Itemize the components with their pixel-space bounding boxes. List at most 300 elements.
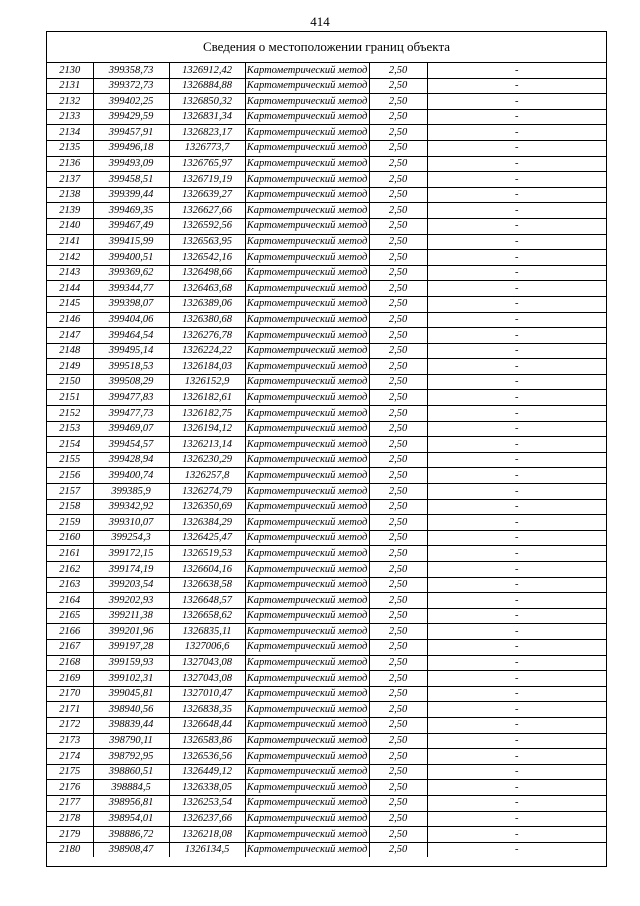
y-coordinate-cell: 1326389,06 [169,296,245,312]
method-cell: Картометрический метод [245,562,369,578]
accuracy-cell: 2,50 [369,312,427,328]
accuracy-cell: 2,50 [369,515,427,531]
point-number-cell: 2153 [47,421,93,437]
y-coordinate-cell: 1326648,57 [169,593,245,609]
point-number-cell: 2175 [47,764,93,780]
x-coordinate-cell: 399310,07 [93,515,169,531]
y-coordinate-cell: 1326230,29 [169,452,245,468]
description-cell: - [427,624,606,640]
x-coordinate-cell: 398956,81 [93,795,169,811]
method-cell: Картометрический метод [245,359,369,375]
point-number-cell: 2164 [47,593,93,609]
table-row [47,717,606,733]
table-body [47,63,606,857]
point-number-cell: 2161 [47,546,93,562]
description-cell: - [427,265,606,281]
point-number-cell: 2171 [47,702,93,718]
description-cell: - [427,733,606,749]
description-cell: - [427,639,606,655]
point-number-cell: 2146 [47,312,93,328]
table-row [47,811,606,827]
page-number: 414 [310,14,330,29]
description-cell: - [427,390,606,406]
table-row [47,530,606,546]
accuracy-cell: 2,50 [369,156,427,172]
x-coordinate-cell: 399518,53 [93,359,169,375]
table-row [47,686,606,702]
description-cell: - [427,218,606,234]
point-number-cell: 2159 [47,515,93,531]
point-number-cell: 2141 [47,234,93,250]
method-cell: Картометрический метод [245,187,369,203]
accuracy-cell: 2,50 [369,343,427,359]
point-number-cell: 2162 [47,562,93,578]
description-cell: - [427,795,606,811]
accuracy-cell: 2,50 [369,234,427,250]
description-cell: - [427,359,606,375]
method-cell: Картометрический метод [245,702,369,718]
method-cell: Картометрический метод [245,390,369,406]
description-cell: - [427,686,606,702]
table-row [47,624,606,640]
point-number-cell: 2132 [47,94,93,110]
description-cell: - [427,94,606,110]
table-row [47,702,606,718]
point-number-cell: 2150 [47,374,93,390]
accuracy-cell: 2,50 [369,281,427,297]
y-coordinate-cell: 1326463,68 [169,281,245,297]
accuracy-cell: 2,50 [369,671,427,687]
x-coordinate-cell: 399254,3 [93,530,169,546]
point-number-cell: 2172 [47,717,93,733]
table-row [47,780,606,796]
method-cell: Картометрический метод [245,250,369,266]
point-number-cell: 2173 [47,733,93,749]
x-coordinate-cell: 399342,92 [93,499,169,515]
table-row [47,421,606,437]
point-number-cell: 2177 [47,795,93,811]
x-coordinate-cell: 399201,96 [93,624,169,640]
point-number-cell: 2135 [47,140,93,156]
method-cell: Картометрический метод [245,312,369,328]
y-coordinate-cell: 1326213,14 [169,437,245,453]
table-row [47,390,606,406]
point-number-cell: 2158 [47,499,93,515]
point-number-cell: 2143 [47,265,93,281]
description-cell: - [427,780,606,796]
accuracy-cell: 2,50 [369,764,427,780]
y-coordinate-cell: 1326627,66 [169,203,245,219]
point-number-cell: 2137 [47,172,93,188]
accuracy-cell: 2,50 [369,639,427,655]
point-number-cell: 2176 [47,780,93,796]
y-coordinate-cell: 1326350,69 [169,499,245,515]
method-cell: Картометрический метод [245,374,369,390]
description-cell: - [427,484,606,500]
table-row [47,795,606,811]
point-number-cell: 2167 [47,639,93,655]
x-coordinate-cell: 398940,56 [93,702,169,718]
point-number-cell: 2139 [47,203,93,219]
description-cell: - [427,78,606,94]
point-number-cell: 2155 [47,452,93,468]
description-cell: - [427,109,606,125]
y-coordinate-cell: 1326194,12 [169,421,245,437]
method-cell: Картометрический метод [245,827,369,843]
method-cell: Картометрический метод [245,624,369,640]
description-cell: - [427,187,606,203]
x-coordinate-cell: 399372,73 [93,78,169,94]
y-coordinate-cell: 1326384,29 [169,515,245,531]
method-cell: Картометрический метод [245,842,369,857]
table-row [47,172,606,188]
table-row [47,671,606,687]
description-cell: - [427,281,606,297]
x-coordinate-cell: 398860,51 [93,764,169,780]
table-row [47,484,606,500]
method-cell: Картометрический метод [245,156,369,172]
point-number-cell: 2178 [47,811,93,827]
boundary-points-table [47,63,606,857]
y-coordinate-cell: 1326773,7 [169,140,245,156]
description-cell: - [427,312,606,328]
method-cell: Картометрический метод [245,406,369,422]
y-coordinate-cell: 1326835,11 [169,624,245,640]
table-row [47,94,606,110]
x-coordinate-cell: 399477,83 [93,390,169,406]
description-cell: - [427,749,606,765]
method-cell: Картометрический метод [245,577,369,593]
point-number-cell: 2179 [47,827,93,843]
method-cell: Картометрический метод [245,109,369,125]
description-cell: - [427,328,606,344]
description-cell: - [427,374,606,390]
x-coordinate-cell: 399400,74 [93,468,169,484]
method-cell: Картометрический метод [245,686,369,702]
x-coordinate-cell: 399344,77 [93,281,169,297]
point-number-cell: 2133 [47,109,93,125]
accuracy-cell: 2,50 [369,499,427,515]
accuracy-cell: 2,50 [369,562,427,578]
y-coordinate-cell: 1326536,56 [169,749,245,765]
method-cell: Картометрический метод [245,265,369,281]
x-coordinate-cell: 399454,57 [93,437,169,453]
method-cell: Картометрический метод [245,484,369,500]
table-row [47,515,606,531]
point-number-cell: 2152 [47,406,93,422]
y-coordinate-cell: 1326648,44 [169,717,245,733]
x-coordinate-cell: 398886,72 [93,827,169,843]
table-row [47,499,606,515]
y-coordinate-cell: 1326274,79 [169,484,245,500]
y-coordinate-cell: 1326563,95 [169,234,245,250]
table-row [47,827,606,843]
table-row [47,281,606,297]
x-coordinate-cell: 399400,51 [93,250,169,266]
method-cell: Картометрический метод [245,795,369,811]
x-coordinate-cell: 399174,19 [93,562,169,578]
description-cell: - [427,717,606,733]
x-coordinate-cell: 398839,44 [93,717,169,733]
x-coordinate-cell: 399202,93 [93,593,169,609]
x-coordinate-cell: 399477,73 [93,406,169,422]
y-coordinate-cell: 1326182,61 [169,390,245,406]
point-number-cell: 2130 [47,63,93,78]
accuracy-cell: 2,50 [369,827,427,843]
point-number-cell: 2157 [47,484,93,500]
x-coordinate-cell: 399369,62 [93,265,169,281]
description-cell: - [427,827,606,843]
description-cell: - [427,234,606,250]
table-row [47,125,606,141]
method-cell: Картометрический метод [245,811,369,827]
table-row [47,156,606,172]
accuracy-cell: 2,50 [369,421,427,437]
x-coordinate-cell: 399399,44 [93,187,169,203]
accuracy-cell: 2,50 [369,686,427,702]
x-coordinate-cell: 399469,07 [93,421,169,437]
y-coordinate-cell: 1326498,66 [169,265,245,281]
y-coordinate-cell: 1326850,32 [169,94,245,110]
method-cell: Картометрический метод [245,203,369,219]
y-coordinate-cell: 1326823,17 [169,125,245,141]
method-cell: Картометрический метод [245,671,369,687]
accuracy-cell: 2,50 [369,437,427,453]
description-cell: - [427,468,606,484]
table-row [47,140,606,156]
accuracy-cell: 2,50 [369,140,427,156]
table-title: Сведения о местоположении границ объекта [47,32,606,63]
table-row [47,343,606,359]
table-row [47,608,606,624]
accuracy-cell: 2,50 [369,296,427,312]
table-row [47,593,606,609]
x-coordinate-cell: 399385,9 [93,484,169,500]
x-coordinate-cell: 399469,35 [93,203,169,219]
accuracy-cell: 2,50 [369,577,427,593]
x-coordinate-cell: 398790,11 [93,733,169,749]
table-row [47,374,606,390]
x-coordinate-cell: 399197,28 [93,639,169,655]
method-cell: Картометрический метод [245,172,369,188]
accuracy-cell: 2,50 [369,593,427,609]
accuracy-cell: 2,50 [369,218,427,234]
y-coordinate-cell: 1326338,05 [169,780,245,796]
point-number-cell: 2160 [47,530,93,546]
method-cell: Картометрический метод [245,218,369,234]
accuracy-cell: 2,50 [369,468,427,484]
x-coordinate-cell: 399211,38 [93,608,169,624]
accuracy-cell: 2,50 [369,125,427,141]
point-number-cell: 2148 [47,343,93,359]
description-cell: - [427,156,606,172]
method-cell: Картометрический метод [245,717,369,733]
y-coordinate-cell: 1326152,9 [169,374,245,390]
table-row [47,577,606,593]
point-number-cell: 2168 [47,655,93,671]
table-row [47,546,606,562]
table-row [47,437,606,453]
x-coordinate-cell: 398884,5 [93,780,169,796]
accuracy-cell: 2,50 [369,530,427,546]
x-coordinate-cell: 399428,94 [93,452,169,468]
x-coordinate-cell: 398954,01 [93,811,169,827]
accuracy-cell: 2,50 [369,546,427,562]
accuracy-cell: 2,50 [369,109,427,125]
method-cell: Картометрический метод [245,530,369,546]
accuracy-cell: 2,50 [369,795,427,811]
method-cell: Картометрический метод [245,78,369,94]
y-coordinate-cell: 1326884,88 [169,78,245,94]
point-number-cell: 2144 [47,281,93,297]
y-coordinate-cell: 1326592,56 [169,218,245,234]
point-number-cell: 2145 [47,296,93,312]
y-coordinate-cell: 1326134,5 [169,842,245,857]
accuracy-cell: 2,50 [369,702,427,718]
method-cell: Картометрический метод [245,749,369,765]
accuracy-cell: 2,50 [369,78,427,94]
method-cell: Картометрический метод [245,421,369,437]
point-number-cell: 2147 [47,328,93,344]
point-number-cell: 2154 [47,437,93,453]
table-row [47,328,606,344]
description-cell: - [427,499,606,515]
accuracy-cell: 2,50 [369,359,427,375]
description-cell: - [427,608,606,624]
accuracy-cell: 2,50 [369,94,427,110]
y-coordinate-cell: 1327010,47 [169,686,245,702]
description-cell: - [427,125,606,141]
description-cell: - [427,63,606,78]
point-number-cell: 2156 [47,468,93,484]
y-coordinate-cell: 1326831,34 [169,109,245,125]
point-number-cell: 2149 [47,359,93,375]
table-row [47,234,606,250]
point-number-cell: 2169 [47,671,93,687]
description-cell: - [427,250,606,266]
y-coordinate-cell: 1326425,47 [169,530,245,546]
table-row [47,468,606,484]
x-coordinate-cell: 399458,51 [93,172,169,188]
y-coordinate-cell: 1326182,75 [169,406,245,422]
method-cell: Картометрический метод [245,94,369,110]
x-coordinate-cell: 399102,31 [93,671,169,687]
accuracy-cell: 2,50 [369,250,427,266]
accuracy-cell: 2,50 [369,780,427,796]
method-cell: Картометрический метод [245,499,369,515]
point-number-cell: 2166 [47,624,93,640]
table-row [47,733,606,749]
table-row [47,562,606,578]
x-coordinate-cell: 398792,95 [93,749,169,765]
accuracy-cell: 2,50 [369,484,427,500]
boundary-table-sheet [46,31,607,867]
y-coordinate-cell: 1327043,08 [169,671,245,687]
y-coordinate-cell: 1326257,8 [169,468,245,484]
y-coordinate-cell: 1326838,35 [169,702,245,718]
x-coordinate-cell: 398908,47 [93,842,169,857]
y-coordinate-cell: 1326639,27 [169,187,245,203]
x-coordinate-cell: 399045,81 [93,686,169,702]
accuracy-cell: 2,50 [369,63,427,78]
method-cell: Картометрический метод [245,234,369,250]
accuracy-cell: 2,50 [369,172,427,188]
table-row [47,842,606,857]
method-cell: Картометрический метод [245,546,369,562]
x-coordinate-cell: 399508,29 [93,374,169,390]
method-cell: Картометрический метод [245,639,369,655]
y-coordinate-cell: 1326912,42 [169,63,245,78]
y-coordinate-cell: 1326658,62 [169,608,245,624]
accuracy-cell: 2,50 [369,406,427,422]
y-coordinate-cell: 1326719,19 [169,172,245,188]
point-number-cell: 2134 [47,125,93,141]
accuracy-cell: 2,50 [369,733,427,749]
method-cell: Картометрический метод [245,296,369,312]
accuracy-cell: 2,50 [369,203,427,219]
point-number-cell: 2174 [47,749,93,765]
description-cell: - [427,842,606,857]
table-row [47,63,606,78]
description-cell: - [427,203,606,219]
method-cell: Картометрический метод [245,281,369,297]
table-row [47,109,606,125]
y-coordinate-cell: 1326765,97 [169,156,245,172]
description-cell: - [427,172,606,188]
description-cell: - [427,593,606,609]
accuracy-cell: 2,50 [369,390,427,406]
y-coordinate-cell: 1326519,53 [169,546,245,562]
method-cell: Картометрический метод [245,343,369,359]
point-number-cell: 2170 [47,686,93,702]
description-cell: - [427,671,606,687]
method-cell: Картометрический метод [245,608,369,624]
table-row [47,250,606,266]
table-row [47,359,606,375]
description-cell: - [427,452,606,468]
y-coordinate-cell: 1327043,08 [169,655,245,671]
point-number-cell: 2138 [47,187,93,203]
table-row [47,655,606,671]
y-coordinate-cell: 1326604,16 [169,562,245,578]
accuracy-cell: 2,50 [369,608,427,624]
y-coordinate-cell: 1326218,08 [169,827,245,843]
accuracy-cell: 2,50 [369,328,427,344]
table-row [47,203,606,219]
x-coordinate-cell: 399467,49 [93,218,169,234]
y-coordinate-cell: 1326638,58 [169,577,245,593]
point-number-cell: 2140 [47,218,93,234]
description-cell: - [427,577,606,593]
table-row [47,218,606,234]
table-row [47,312,606,328]
accuracy-cell: 2,50 [369,655,427,671]
x-coordinate-cell: 399493,09 [93,156,169,172]
method-cell: Картометрический метод [245,593,369,609]
table-row [47,764,606,780]
description-cell: - [427,515,606,531]
x-coordinate-cell: 399495,14 [93,343,169,359]
method-cell: Картометрический метод [245,655,369,671]
description-cell: - [427,406,606,422]
y-coordinate-cell: 1326583,86 [169,733,245,749]
method-cell: Картометрический метод [245,140,369,156]
method-cell: Картометрический метод [245,733,369,749]
description-cell: - [427,562,606,578]
description-cell: - [427,296,606,312]
x-coordinate-cell: 399496,18 [93,140,169,156]
table-row [47,452,606,468]
